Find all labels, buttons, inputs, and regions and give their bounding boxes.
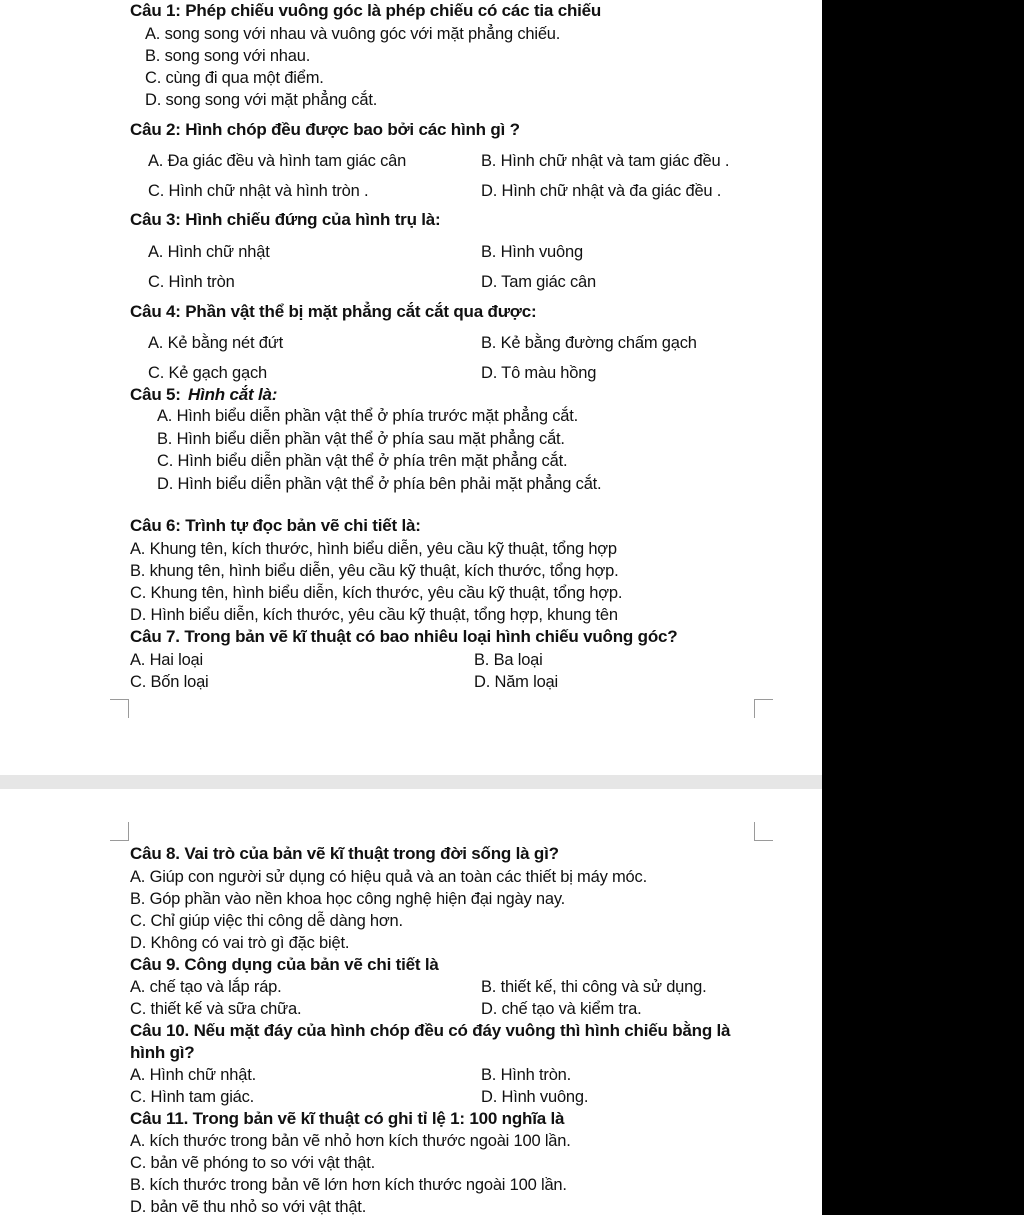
q10-option-d: D. Hình vuông. <box>481 1088 589 1106</box>
q1-option-b: B. song song với nhau. <box>145 47 311 65</box>
question-4: Câu 4: Phần vật thể bị mặt phẳng cắt cắt qua được: <box>130 302 537 321</box>
question-5-label: Câu 5: <box>130 385 181 404</box>
q6-option-c: C. Khung tên, hình biểu diễn, kích thước, yêu cầu kỹ thuật, tổng hợp. <box>130 584 623 602</box>
question-10-line-1: Câu 10. Nếu mặt đáy của hình chóp đều có đáy vuông thì hình chiếu bằng là <box>130 1021 731 1040</box>
q2-option-a: A. Đa giác đều và hình tam giác cân <box>148 152 407 170</box>
q3-option-b: B. Hình vuông <box>481 243 583 261</box>
q1-option-a: A. song song với nhau và vuông góc với mặt phẳng chiếu. <box>145 25 561 43</box>
q8-option-c: C. Chỉ giúp việc thi công dễ dàng hơn. <box>130 912 403 930</box>
q1-option-d: D. song song với mặt phẳng cắt. <box>145 91 378 109</box>
crop-mark-top-right <box>754 822 773 841</box>
question-1: Câu 1: Phép chiếu vuông góc là phép chiếu có các tia chiếu <box>130 1 602 20</box>
question-5-title: Hình cắt là: <box>188 385 278 404</box>
q7-option-d: D. Năm loại <box>474 673 558 691</box>
crop-mark-bottom-right <box>754 699 773 718</box>
q11-option-c: C. bản vẽ phóng to so với vật thật. <box>130 1154 376 1172</box>
question-8: Câu 8. Vai trò của bản vẽ kĩ thuật trong đời sống là gì? <box>130 844 559 863</box>
crop-mark-top-left <box>110 822 129 841</box>
q5-option-c: C. Hình biểu diễn phần vật thể ở phía trên mặt phẳng cắt. <box>157 452 568 470</box>
q9-option-d: D. chế tạo và kiểm tra. <box>481 1000 642 1018</box>
q2-option-c: C. Hình chữ nhật và hình tròn . <box>148 182 369 200</box>
question-7: Câu 7. Trong bản vẽ kĩ thuật có bao nhiêu loại hình chiếu vuông góc? <box>130 627 678 646</box>
q6-option-a: A. Khung tên, kích thước, hình biểu diễn, yêu cầu kỹ thuật, tổng hợp <box>130 540 617 558</box>
q5-option-d: D. Hình biểu diễn phần vật thể ở phía bên phải mặt phẳng cắt. <box>157 475 602 493</box>
q7-option-c: C. Bốn loại <box>130 673 209 691</box>
q9-option-c: C. thiết kế và sữa chữa. <box>130 1000 302 1018</box>
q4-option-c: C. Kẻ gạch gạch <box>148 364 267 382</box>
q4-option-d: D. Tô màu hồng <box>481 364 597 382</box>
q9-option-b: B. thiết kế, thi công và sử dụng. <box>481 978 707 996</box>
q8-option-b: B. Góp phần vào nền khoa học công nghệ hiện đại ngày nay. <box>130 890 566 908</box>
q1-option-c: C. cùng đi qua một điểm. <box>145 69 324 87</box>
page-gap <box>0 775 822 789</box>
q7-option-b: B. Ba loại <box>474 651 543 669</box>
question-2: Câu 2: Hình chóp đều được bao bởi các hình gì ? <box>130 120 520 139</box>
q6-option-d: D. Hình biểu diễn, kích thước, yêu cầu kỹ thuật, tổng hợp, khung tên <box>130 606 618 624</box>
q3-option-c: C. Hình tròn <box>148 273 235 291</box>
q2-option-b: B. Hình chữ nhật và tam giác đều . <box>481 152 730 170</box>
document-page-2 <box>0 789 822 1215</box>
question-3: Câu 3: Hình chiếu đứng của hình trụ là: <box>130 210 441 229</box>
q10-option-a: A. Hình chữ nhật. <box>130 1066 256 1084</box>
q4-option-a: A. Kẻ bằng nét đứt <box>148 334 283 352</box>
q4-option-b: B. Kẻ bằng đường chấm gạch <box>481 334 697 352</box>
q8-option-d: D. Không có vai trò gì đặc biệt. <box>130 934 350 952</box>
q11-option-d: D. bản vẽ thu nhỏ so với vật thật. <box>130 1198 367 1215</box>
q11-option-a: A. kích thước trong bản vẽ nhỏ hơn kích thước ngoài 100 lần. <box>130 1132 571 1150</box>
q9-option-a: A. chế tạo và lắp ráp. <box>130 978 282 996</box>
question-11: Câu 11. Trong bản vẽ kĩ thuật có ghi tỉ lệ 1: 100 nghĩa là <box>130 1109 565 1128</box>
q6-option-b: B. khung tên, hình biểu diễn, yêu cầu kỹ thuật, kích thước, tổng hợp. <box>130 562 619 580</box>
q7-option-a: A. Hai loại <box>130 651 204 669</box>
crop-mark-bottom-left <box>110 699 129 718</box>
question-10-line-2: hình gì? <box>130 1043 195 1062</box>
q5-option-b: B. Hình biểu diễn phần vật thể ở phía sau mặt phẳng cắt. <box>157 430 565 448</box>
question-6: Câu 6: Trình tự đọc bản vẽ chi tiết là: <box>130 516 421 535</box>
q10-option-c: C. Hình tam giác. <box>130 1088 255 1106</box>
q3-option-d: D. Tam giác cân <box>481 273 596 291</box>
q5-option-a: A. Hình biểu diễn phần vật thể ở phía trước mặt phẳng cắt. <box>157 407 579 425</box>
q8-option-a: A. Giúp con người sử dụng có hiệu quả và an toàn các thiết bị máy móc. <box>130 868 647 886</box>
q3-option-a: A. Hình chữ nhật <box>148 243 270 261</box>
question-9: Câu 9. Công dụng của bản vẽ chi tiết là <box>130 955 439 974</box>
q11-option-b: B. kích thước trong bản vẽ lớn hơn kích thước ngoài 100 lần. <box>130 1176 567 1194</box>
q2-option-d: D. Hình chữ nhật và đa giác đều . <box>481 182 722 200</box>
q10-option-b: B. Hình tròn. <box>481 1066 572 1084</box>
